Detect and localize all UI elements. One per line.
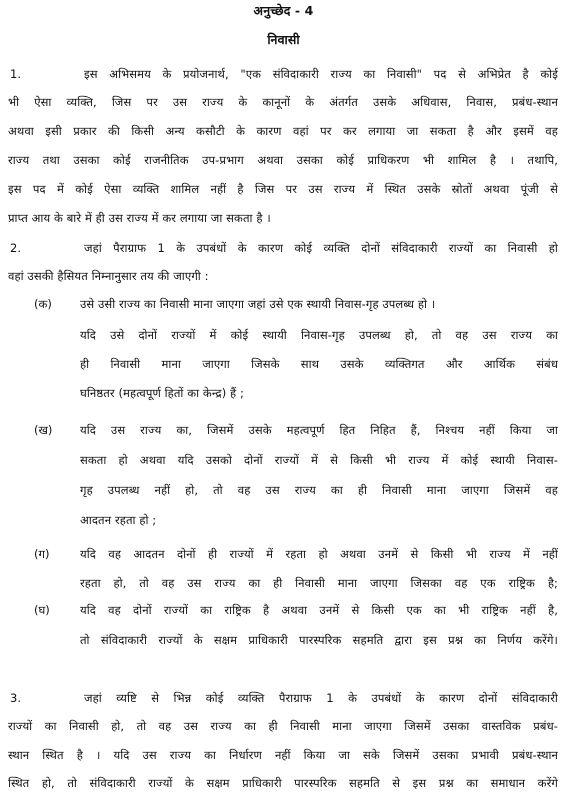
paragraph-line: राज्यों का निवासी हो, तो वह उस राज्य का ही निवासी माना जाएगा जिसमें उसका वास्तविक प्रबंध- [8,719,558,733]
clause-label: (ग) [34,547,50,561]
clause-line: रहता हो, तो वह उस राज्य का ही निवासी माना जाएगा जिसका वह एक राष्ट्रिक है; [80,576,558,590]
paragraph-number: 1. [10,67,21,81]
clause-line: यदि उसे दोनों राज्यों में कोई स्थायी निवास-गृह उपलब्ध हो, तो वह उस राज्य का [80,328,558,342]
clause-label: (ख) [34,423,53,437]
paragraph-line: वहां उसकी हैसियत निम्नानुसार तय की जाएगी : [8,269,209,283]
clause-line: तो संविदाकारी राज्यों के सक्षम प्राधिकारी पारस्परिक सहमति द्वारा इस प्रश्न का निर्णय करेंगे। [80,633,558,647]
paragraph-line: राज्य तथा उसका कोई राजनीतिक उप-प्रभाग अथवा उसका कोई प्राधिकरण भी शामिल है । तथापि, [8,153,558,167]
paragraph-number: 3. [10,691,21,705]
article-title: निवासी [267,32,300,47]
clause-line: गृह उपलब्ध नहीं हो, तो वह उस राज्य का ही निवासी माना जाएगा जिसमें वह [80,483,558,497]
clause-label: (घ) [34,603,50,617]
clause-line: यदि वह दोनों राज्यों का राष्ट्रिक है अथवा उनमें से किसी एक का भी राष्ट्रिक नहीं है, [80,603,558,617]
paragraph-line: प्राप्त आय के बारे में ही उस राज्य में कर लगाया जा सकता है । [8,211,271,225]
clause-line: ही निवासी माना जाएगा जिसके साथ उसके व्यक्तिगत और आर्थिक संबंध [80,357,558,371]
clause-line: सकता हो अथवा यदि उसको दोनों राज्यों में से किसी भी राज्य में कोई स्थायी निवास- [80,453,558,467]
paragraph-line: जहां व्यष्टि से भिन्न कोई व्यक्ति पैराग्राफ 1 के उपबंधों के कारण दोनों संविदाकारी [84,691,558,705]
article-heading: अनुच्छेद - 4 [253,3,314,18]
paragraph-line: इस पद में कोई ऐसा व्यक्ति शामिल नहीं है जिस पर उस राज्य में स्थित उसके स्रोतों अथवा पूंजी से [8,182,558,196]
paragraph-number: 2. [10,241,21,255]
paragraph-line: स्थान स्थित है । यदि उस राज्य का निर्धारण नहीं किया जा सके जिसमें उसका प्रभावी प्रबंध-स्थान [8,748,558,762]
clause-label: (क) [34,297,52,311]
clause-line: घनिष्ठतर (महत्वपूर्ण हितों का केन्द्र) हैं ; [80,386,244,400]
clause-line: आदतन रहता हो ; [80,513,157,527]
paragraph-line: अथवा इसी प्रकार की किसी अन्य कसौटी के कारण वहां पर कर लगाया जा सकता है और इसमें वह [8,124,558,138]
paragraph-line: स्थित हो, तो संविदाकारी राज्यों के सक्षम प्राधिकारी पारस्परिक सहमति से इस प्रश्न का समाधान करेंगे [8,776,558,790]
clause-line: उसे उसी राज्य का निवासी माना जाएगा जहां उसे एक स्थायी निवास-गृह उपलब्ध हो । [80,297,436,311]
paragraph-line: इस अभिसमय के प्रयोजनार्थ, "एक संविदाकारी राज्य का निवासी" पद से अभिप्रेत है कोई [84,67,558,81]
paragraph-line: जहां पैराग्राफ 1 के उपबंधों के कारण कोई व्यक्ति दोनों संविदाकारी राज्यों का निवासी हो [84,241,558,255]
clause-line: यदि वह आदतन दोनों ही राज्यों में रहता हो अथवा उनमें से किसी भी राज्य में नहीं [80,547,558,561]
paragraph-line: भी ऐसा व्यक्ति, जिस पर उस राज्य के कानूनों के अंतर्गत उसके अधिवास, निवास, प्रबंध-स्थान [8,95,558,109]
clause-line: यदि उस राज्य का, जिसमें उसके महत्वपूर्ण हित निहित हैं, निश्चय नहीं किया जा [80,423,558,437]
